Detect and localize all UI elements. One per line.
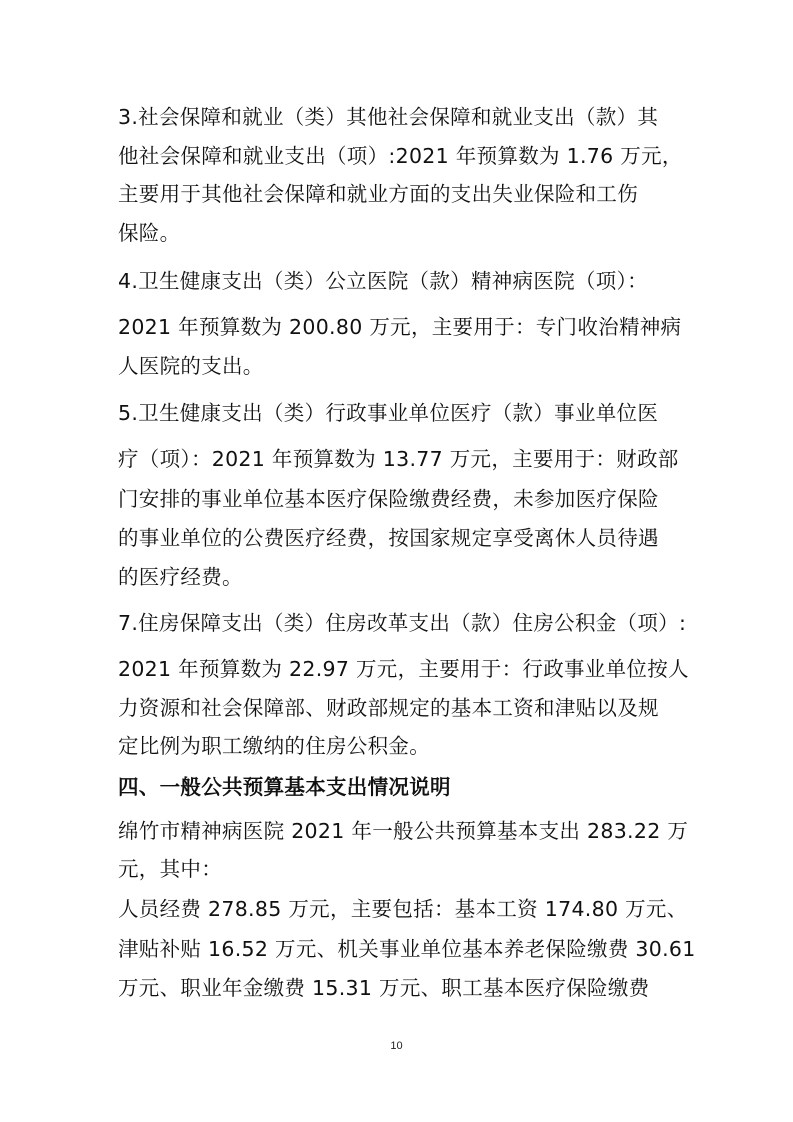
text-line-12: 的医疗经费。 [118,565,243,589]
text-line-9: 疗（项）：2021 年预算数为 13.77 万元，主要用于：财政部 [118,447,679,471]
text-line-5: 4.卫生健康支出（类）公立医院（款）精神病医院（项）： [118,269,648,293]
text-line-4: 保险。 [118,221,181,245]
text-line-2: 他社会保障和就业支出（项）:2021 年预算数为 1.76 万元， [118,144,683,168]
page-number: 10 [390,1040,403,1052]
text-line-15: 力资源和社会保障部、财政部规定的基本工资和津贴以及规 [118,696,659,720]
text-line-1: 3.社会保障和就业（类）其他社会保障和就业支出（款）其 [118,105,659,129]
text-line-3: 主要用于其他社会保障和就业方面的支出失业保险和工伤 [118,182,638,206]
text-line-14: 2021 年预算数为 22.97 万元，主要用于：行政事业单位按人 [118,657,689,681]
text-line-6: 2021 年预算数为 200.80 万元，主要用于：专门收治精神病 [118,315,682,339]
text-line-13: 7.住房保障支出（类）住房改革支出（款）住房公积金（项）: [118,611,687,635]
section-heading: 四、一般公共预算基本支出情况说明 [118,775,451,799]
text-line-21: 津贴补贴 16.52 万元、机关事业单位基本养老保险缴费 30.61 [118,937,696,961]
text-line-19: 元，其中： [118,857,222,881]
text-line-16: 定比例为职工缴纳的住房公积金。 [118,734,430,758]
text-line-11: 的事业单位的公费医疗经费，按国家规定享受离休人员待遇 [118,526,659,550]
text-line-7: 人医院的支出。 [118,354,264,378]
text-line-20: 人员经费 278.85 万元，主要包括：基本工资 174.80 万元、 [118,897,688,921]
text-line-8: 5.卫生健康支出（类）行政事业单位医疗（款）事业单位医 [118,401,659,425]
text-line-18: 绵竹市精神病医院 2021 年一般公共预算基本支出 283.22 万 [118,819,689,843]
text-line-22: 万元、职业年金缴费 15.31 万元、职工基本医疗保险缴费 [118,976,650,1000]
text-line-10: 门安排的事业单位基本医疗保险缴费经费，未参加医疗保险 [118,487,659,511]
